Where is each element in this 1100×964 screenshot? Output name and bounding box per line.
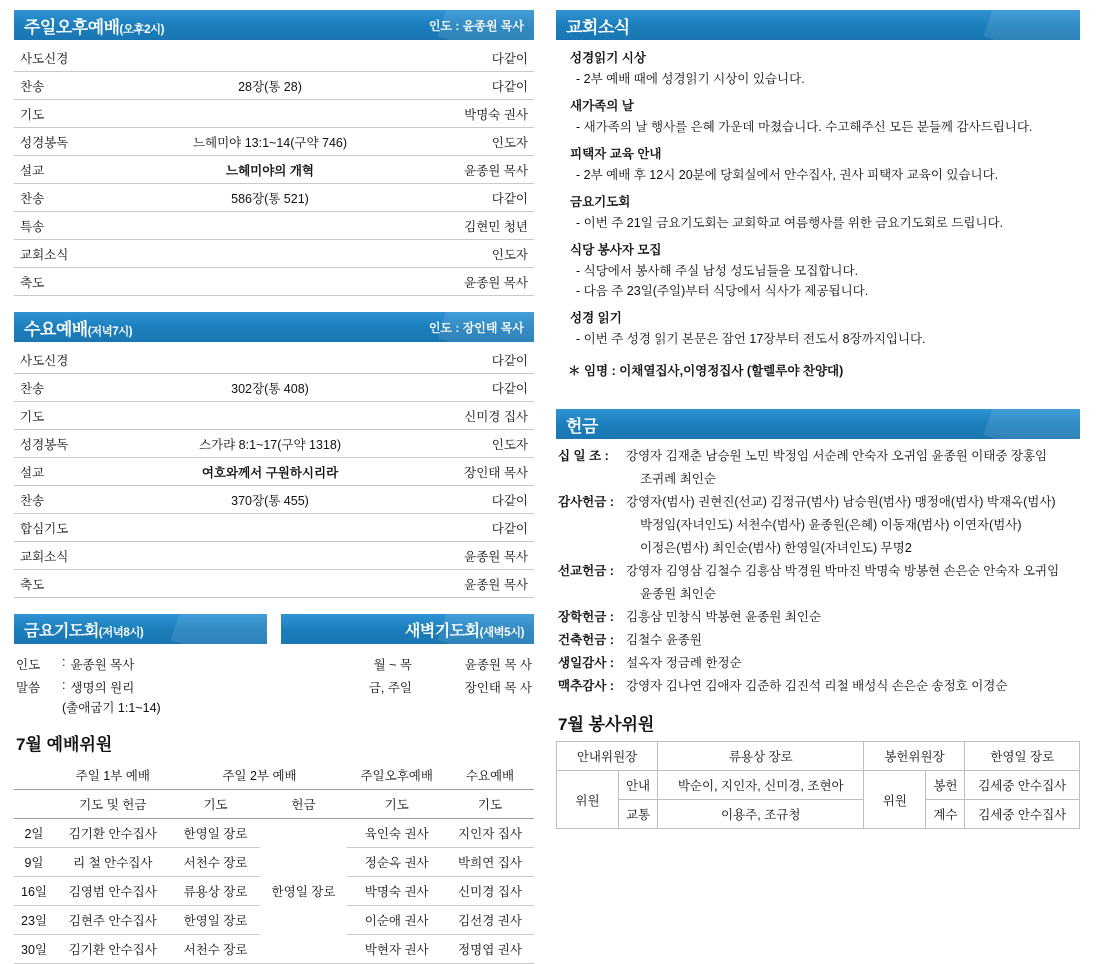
prayer-meetings xyxy=(14,614,534,716)
item-detail xyxy=(110,570,430,598)
offering-label: 생일감사 : xyxy=(558,655,614,670)
cell-pm: 박명숙 권사 xyxy=(347,877,446,906)
item-person: 다같이 xyxy=(430,72,534,100)
col-role-2: 기도 xyxy=(172,790,260,819)
item-person: 인도자 xyxy=(430,240,534,268)
item-detail xyxy=(110,514,430,542)
item-person: 윤종원 목사 xyxy=(430,570,534,598)
cell-service1: 김기환 안수집사 xyxy=(54,819,172,848)
news-header xyxy=(556,10,1080,40)
item-name: 찬송 xyxy=(14,184,110,212)
friday-details xyxy=(14,648,267,716)
news-heading: 성경읽기 시상 xyxy=(570,51,646,65)
news-line: - 2부 예배 후 12시 20분에 당회실에서 안수집사, 권사 피택자 교육이 있습니다. xyxy=(576,168,999,182)
news-group xyxy=(566,144,1076,183)
cell-wed: 박희연 집사 xyxy=(446,848,534,877)
sunday-pm-table xyxy=(14,44,534,296)
col-role-4: 기도 xyxy=(347,790,446,819)
col-service-2: 주일 2부 예배 xyxy=(172,761,348,790)
offering-title: 헌금 xyxy=(566,416,598,436)
offering-names: 설옥자 정금례 한정순 xyxy=(626,655,742,670)
table-row xyxy=(14,128,534,156)
col-role-3: 헌금 xyxy=(260,790,348,819)
item-detail: 28장(통 28) xyxy=(110,72,430,100)
cell-wed: 지인자 집사 xyxy=(446,819,534,848)
table-row xyxy=(14,184,534,212)
item-detail xyxy=(110,542,430,570)
row-date: 9일 xyxy=(14,848,54,877)
table-row xyxy=(557,800,1080,829)
item-person: 신미경 집사 xyxy=(430,402,534,430)
friday-title: 금요기도회(저녁8시) xyxy=(24,622,144,640)
news-heading: 새가족의 날 xyxy=(570,99,634,113)
table-row xyxy=(557,742,1080,771)
item-name: 기도 xyxy=(14,100,110,128)
offering-names: 김흥삼 민창식 박봉현 윤종원 최인순 xyxy=(626,609,822,624)
cell-wed: 김선경 권사 xyxy=(446,906,534,935)
left-sub-role: 안내 xyxy=(619,771,658,800)
item-person: 인도자 xyxy=(430,128,534,156)
news-line: - 다음 주 23일(주일)부터 식당에서 식사가 제공됩니다. xyxy=(576,284,869,298)
item-name: 축도 xyxy=(14,570,110,598)
cell-wed: 신미경 집사 xyxy=(446,877,534,906)
list-item xyxy=(16,652,265,675)
news-group xyxy=(566,308,1076,347)
usher-chief-name: 류용상 장로 xyxy=(658,742,864,771)
item-detail: 302장(통 408) xyxy=(110,374,430,402)
col-service-1: 주일 1부 예배 xyxy=(54,761,172,790)
dawn-details xyxy=(281,648,534,698)
table-row xyxy=(14,790,534,819)
item-detail xyxy=(110,100,430,128)
cell-service2-prayer: 한영일 장로 xyxy=(172,819,260,848)
item-detail xyxy=(110,346,430,374)
right-column xyxy=(556,10,1080,924)
friday-row-sep: : xyxy=(62,654,66,669)
table-row xyxy=(14,514,534,542)
dawn-header xyxy=(281,614,534,644)
news-group xyxy=(566,48,1076,87)
friday-row-label: 말씀 xyxy=(16,680,41,695)
list-item xyxy=(283,652,532,675)
cell-service1: 김현주 안수집사 xyxy=(54,906,172,935)
table-row xyxy=(14,458,534,486)
friday-row-label: 인도 xyxy=(16,657,41,672)
table-row xyxy=(556,535,1080,558)
table-row xyxy=(14,430,534,458)
right-sub-role: 계수 xyxy=(926,800,965,829)
sermon-title: 여호와께서 구원하시리라 xyxy=(110,458,430,486)
wednesday-header xyxy=(14,312,534,342)
cell-pm: 육인숙 권사 xyxy=(347,819,446,848)
item-name: 축도 xyxy=(14,268,110,296)
table-row xyxy=(14,570,534,598)
item-name: 특송 xyxy=(14,212,110,240)
table-row xyxy=(14,268,534,296)
item-detail: 느헤미야 13:1~14(구약 746) xyxy=(110,128,430,156)
item-detail xyxy=(110,240,430,268)
right-names: 김세중 안수집사 xyxy=(965,771,1080,800)
news-heading: 피택자 교육 안내 xyxy=(570,147,662,161)
item-name: 교회소식 xyxy=(14,542,110,570)
news-title: 교회소식 xyxy=(566,17,630,37)
table-row xyxy=(14,819,534,848)
dawn-title: 새벽기도회(새벽5시) xyxy=(404,622,524,640)
item-name: 교회소식 xyxy=(14,240,110,268)
item-name: 찬송 xyxy=(14,374,110,402)
table-row xyxy=(14,100,534,128)
item-name: 사도신경 xyxy=(14,346,110,374)
wednesday-title: 수요예배(저녁7시) xyxy=(24,319,133,339)
right-names: 김세중 안수집사 xyxy=(965,800,1080,829)
row-date: 23일 xyxy=(14,906,54,935)
table-row xyxy=(14,346,534,374)
dawn-person: 장인태 목 사 xyxy=(464,680,532,695)
dawn-prayer-block xyxy=(281,614,534,716)
friday-row-value: 윤종원 목사 xyxy=(70,657,135,672)
offering-label-cont xyxy=(556,581,622,604)
table-row xyxy=(14,761,534,790)
item-detail: 370장(통 455) xyxy=(110,486,430,514)
list-item xyxy=(283,675,532,698)
table-row xyxy=(556,443,1080,466)
offering-names: 박정임(자녀인도) 서천수(범사) 윤종원(은혜) 이동재(범사) 이연자(범사) xyxy=(640,517,1022,532)
news-line: - 2부 예배 때에 성경읽기 시상이 있습니다. xyxy=(576,72,805,86)
news-group xyxy=(566,96,1076,135)
item-detail xyxy=(110,212,430,240)
news-appointment: ＊ 임명 : 이채열집사,이영정집사 (할렐루야 찬양대) xyxy=(568,364,844,378)
offering-label: 선교헌금 : xyxy=(558,563,614,578)
offering-label: 십 일 조 : xyxy=(558,448,609,463)
cell-service1: 리 철 안수집사 xyxy=(54,848,172,877)
item-name: 찬송 xyxy=(14,72,110,100)
friday-header xyxy=(14,614,267,644)
offering-table xyxy=(556,443,1080,696)
right-sub-role: 봉헌 xyxy=(926,771,965,800)
left-sub-role: 교통 xyxy=(619,800,658,829)
news-line: - 식당에서 봉사해 주실 남성 성도님들을 모집합니다. xyxy=(576,264,859,278)
offering-names: 김철수 윤종원 xyxy=(626,632,702,647)
offering-names: 강영자 김영삼 김철수 김흥삼 박경원 박마진 박명숙 방봉현 손은순 안숙자 오귀임 xyxy=(626,563,1060,578)
wednesday-leader: 인도 : 장인태 목사 xyxy=(428,320,524,335)
table-row xyxy=(556,627,1080,650)
table-row xyxy=(556,581,1080,604)
item-detail: 스가랴 8:1~17(구약 1318) xyxy=(110,430,430,458)
friday-row-value: 생명의 원리 xyxy=(70,680,135,695)
table-row xyxy=(556,512,1080,535)
item-name: 성경봉독 xyxy=(14,430,110,458)
volunteer-table xyxy=(556,741,1080,829)
left-names: 이용주, 조규청 xyxy=(658,800,864,829)
col-role-1: 기도 및 헌금 xyxy=(54,790,172,819)
left-names: 박순이, 지인자, 신미경, 조현아 xyxy=(658,771,864,800)
dawn-person: 윤종원 목 사 xyxy=(464,657,532,672)
offering-names: 윤종원 최인순 xyxy=(640,586,716,601)
news-heading: 성경 읽기 xyxy=(570,311,622,325)
table-row xyxy=(14,240,534,268)
table-row xyxy=(14,44,534,72)
left-member-label: 위원 xyxy=(557,771,619,829)
col-service-pm: 주일오후예배 xyxy=(347,761,446,790)
item-detail xyxy=(110,44,430,72)
dawn-days: 월 ~ 목 xyxy=(373,657,412,672)
item-person: 박명숙 권사 xyxy=(430,100,534,128)
offering-chief-name: 한영일 장로 xyxy=(965,742,1080,771)
cell-service2-prayer: 한영일 장로 xyxy=(172,906,260,935)
news-heading: 금요기도회 xyxy=(570,195,631,209)
table-row xyxy=(557,771,1080,800)
item-detail xyxy=(110,402,430,430)
table-row xyxy=(14,156,534,184)
item-person: 다같이 xyxy=(430,346,534,374)
usher-chief-label: 안내위원장 xyxy=(557,742,658,771)
col-blank xyxy=(14,790,54,819)
news-group xyxy=(566,240,1076,299)
dawn-days: 금, 주일 xyxy=(368,680,412,695)
item-name: 성경봉독 xyxy=(14,128,110,156)
table-row xyxy=(14,542,534,570)
table-row xyxy=(14,212,534,240)
table-row xyxy=(14,72,534,100)
row-date: 2일 xyxy=(14,819,54,848)
item-person: 김현민 청년 xyxy=(430,212,534,240)
offering-label: 장학헌금 : xyxy=(558,609,614,624)
sunday-pm-title: 주일오후예배(오후2시) xyxy=(24,17,164,37)
cell-service1: 김영범 안수집사 xyxy=(54,877,172,906)
col-date xyxy=(14,761,54,790)
cell-service2-prayer: 서천수 장로 xyxy=(172,848,260,877)
item-person: 다같이 xyxy=(430,44,534,72)
news-line: - 새가족의 날 행사를 은혜 가운데 마쳤습니다. 수고해주신 모든 분들께 감사드립니다. xyxy=(576,120,1033,134)
cell-pm: 박현자 권사 xyxy=(347,935,446,964)
offering-names: 강영자(범사) 권현진(선교) 김정규(범사) 남승원(범사) 맹정애(범사) 박재옥(범사) xyxy=(626,494,1056,509)
cell-service1: 김기환 안수집사 xyxy=(54,935,172,964)
friday-row-sep: : xyxy=(62,677,66,692)
row-date: 16일 xyxy=(14,877,54,906)
sunday-pm-leader: 인도 : 윤종원 목사 xyxy=(428,18,524,33)
cell-pm: 정순옥 권사 xyxy=(347,848,446,877)
item-detail xyxy=(110,268,430,296)
offering-names: 강영자 김재춘 남승원 노민 박정임 서순례 안숙자 오귀임 윤종원 이태중 장홍임 xyxy=(626,448,1048,463)
volunteer-title: 7월 봉사위원 xyxy=(558,715,655,734)
sunday-pm-header xyxy=(14,10,534,40)
offering-names: 조귀례 최인순 xyxy=(640,471,716,486)
item-person: 윤종원 목사 xyxy=(430,156,534,184)
wednesday-table xyxy=(14,346,534,598)
right-member-label: 위원 xyxy=(864,771,926,829)
offering-names: 이정은(범사) 최인순(범사) 한영일(자녀인도) 무명2 xyxy=(640,540,912,555)
table-row xyxy=(14,402,534,430)
committee-title: 7월 예배위원 xyxy=(16,735,113,754)
item-name: 설교 xyxy=(14,458,110,486)
table-row xyxy=(556,673,1080,696)
offering-label: 감사헌금 : xyxy=(558,494,614,509)
list-item xyxy=(16,675,265,698)
news-line: - 이번 주 성경 읽기 본문은 잠언 17장부터 전도서 8장까지입니다. xyxy=(576,332,926,346)
table-row xyxy=(556,604,1080,627)
news-group xyxy=(566,192,1076,231)
item-person: 장인태 목사 xyxy=(430,458,534,486)
item-person: 다같이 xyxy=(430,184,534,212)
item-person: 다같이 xyxy=(430,374,534,402)
cell-wed: 정명엽 권사 xyxy=(446,935,534,964)
item-name: 기도 xyxy=(14,402,110,430)
cell-service2-offering: 한영일 장로 xyxy=(260,819,348,964)
item-name: 찬송 xyxy=(14,486,110,514)
item-person: 다같이 xyxy=(430,486,534,514)
cell-service2-prayer: 서천수 장로 xyxy=(172,935,260,964)
sermon-title: 느헤미야의 개혁 xyxy=(110,156,430,184)
table-row xyxy=(556,466,1080,489)
table-row xyxy=(14,486,534,514)
offering-header xyxy=(556,409,1080,439)
row-date: 30일 xyxy=(14,935,54,964)
news-line: - 이번 주 21일 금요기도회는 교회학교 여름행사를 위한 금요기도회로 드립니다. xyxy=(576,216,1004,230)
cell-service2-prayer: 류용상 장로 xyxy=(172,877,260,906)
offering-label-cont xyxy=(556,466,622,489)
offering-chief-label: 봉헌위원장 xyxy=(864,742,965,771)
table-row xyxy=(556,558,1080,581)
offering-names: 강영자 김나연 김애자 김준하 김진석 리철 배성식 손은순 송정호 이경순 xyxy=(626,678,1008,693)
item-person: 윤종원 목사 xyxy=(430,542,534,570)
offering-label: 건축헌금 : xyxy=(558,632,614,647)
col-role-5: 기도 xyxy=(446,790,534,819)
friday-scripture: (출애굽기 1:1~14) xyxy=(62,701,161,715)
table-row xyxy=(556,650,1080,673)
item-name: 합심기도 xyxy=(14,514,110,542)
friday-prayer-block xyxy=(14,614,267,716)
offering-label-cont xyxy=(556,512,622,535)
item-name: 사도신경 xyxy=(14,44,110,72)
item-person: 다같이 xyxy=(430,514,534,542)
col-service-wed: 수요예배 xyxy=(446,761,534,790)
item-name: 설교 xyxy=(14,156,110,184)
item-person: 윤종원 목사 xyxy=(430,268,534,296)
news-list xyxy=(556,44,1080,379)
table-row xyxy=(14,374,534,402)
table-row xyxy=(556,489,1080,512)
offering-label-cont xyxy=(556,535,622,558)
item-detail: 586장(통 521) xyxy=(110,184,430,212)
item-person: 인도자 xyxy=(430,430,534,458)
cell-pm: 이순애 권사 xyxy=(347,906,446,935)
left-column xyxy=(14,10,534,957)
news-heading: 식당 봉사자 모집 xyxy=(570,243,662,257)
offering-label: 맥추감사 : xyxy=(558,678,614,693)
